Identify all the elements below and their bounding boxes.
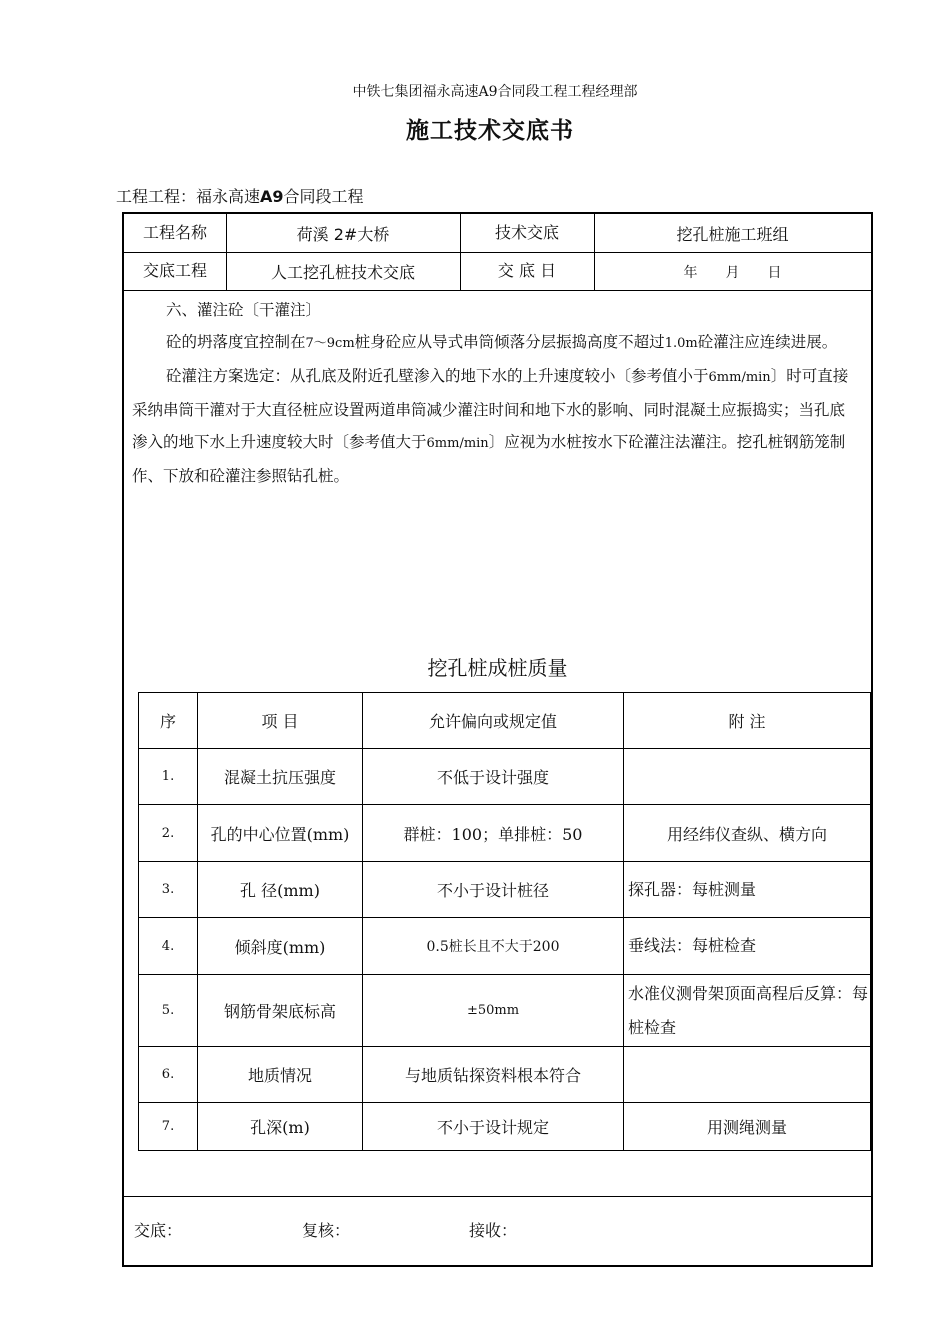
- note-cell: 用测绳测量: [624, 1103, 871, 1151]
- handover-label: 交底：: [134, 1221, 183, 1240]
- item-cell: 孔的中心位置(mm): [198, 805, 363, 862]
- content-heading: 六、灌注砼〔干灌注〕: [166, 301, 322, 319]
- row-number: 4.: [139, 918, 198, 975]
- item-cell: 钢筋骨架底标高: [198, 975, 363, 1047]
- note-cell: [624, 749, 871, 805]
- header-cell: 附 注: [624, 693, 871, 749]
- value-cell: 不小于设计规定: [363, 1103, 624, 1151]
- header-cell: 允许偏向或规定值: [363, 693, 624, 749]
- label-project-name: 工程名称: [142, 223, 207, 242]
- signature-divider: [124, 1196, 871, 1197]
- value-cell: 群桩：100；单排桩：50: [363, 805, 624, 862]
- row-number: 7.: [139, 1103, 198, 1151]
- table-header-row: [139, 693, 871, 749]
- row-number: 1.: [139, 749, 198, 805]
- disclosure-form: [122, 212, 873, 1267]
- document-title: 施工技术交底书: [406, 118, 574, 144]
- header-cell: 项 目: [198, 693, 363, 749]
- project-line: [116, 184, 364, 207]
- value-cell: 0.5桩长且不大于200: [363, 918, 624, 975]
- value-cell: 不低于设计强度: [363, 749, 624, 805]
- item-cell: 地质情况: [198, 1047, 363, 1103]
- table-row: [139, 1103, 871, 1151]
- value-project-name: 荷溪 2#大桥: [296, 225, 390, 244]
- value-disclosure-project: 人工挖孔桩技术交底: [270, 263, 415, 282]
- label-tech-disclosure: 技术交底: [494, 223, 559, 242]
- quality-table: [138, 692, 871, 1151]
- table-row: [139, 1047, 871, 1103]
- paragraph-1: 砼的坍落度宜控制在7～9cm桩身砼应从导式串筒倾落分层振捣高度不超过1.0m砼灌注应连续进展。: [166, 333, 838, 351]
- note-cell: 探孔器：每桩测量: [624, 862, 871, 918]
- item-cell: 倾斜度(mm): [198, 918, 363, 975]
- note-cell: 水准仪测骨架顶面高程后反算：每桩检查: [624, 975, 871, 1047]
- receive-label: 接收：: [469, 1221, 518, 1240]
- label-disclosure-project: 交底工程: [142, 261, 207, 280]
- item-cell: 混凝土抗压强度: [198, 749, 363, 805]
- table-row: [139, 918, 871, 975]
- row-number: 6.: [139, 1047, 198, 1103]
- value-team: 挖孔桩施工班组: [676, 225, 789, 244]
- table-row: [139, 749, 871, 805]
- value-date: 年 月 日: [683, 265, 782, 281]
- label-disclosure-date: 交 底 日: [497, 261, 557, 280]
- project-label: 工程工程：福永高速: [116, 187, 261, 206]
- project-bold: A9: [260, 187, 284, 206]
- table-row: [139, 805, 871, 862]
- value-cell: ±50mm: [363, 975, 624, 1047]
- row-number: 2.: [139, 805, 198, 862]
- organization-header: 中铁七集团福永高速A9合同段工程工程经理部: [352, 84, 638, 100]
- review-label: 复核：: [302, 1221, 351, 1240]
- table-row: [139, 862, 871, 918]
- quality-title: 挖孔桩成桩质量: [427, 656, 568, 680]
- value-cell: 不小于设计桩径: [363, 862, 624, 918]
- value-cell: 与地质钻探资料根本符合: [363, 1047, 624, 1103]
- header-cell: 序: [139, 693, 198, 749]
- project-rest: 合同段工程: [283, 187, 364, 206]
- content-body: [132, 296, 852, 492]
- item-cell: 孔 径(mm): [198, 862, 363, 918]
- note-cell: 垂线法：每桩检查: [624, 918, 871, 975]
- paragraph-2: 砼灌注方案选定：从孔底及附近孔壁渗入的地下水的上升速度较小〔参考值小于6mm/min〕时可直接采纳串筒干灌对于大直径桩应设置两道串筒减少灌注时间和地下水的影响、同时混凝土应振捣实；当孔底渗入的地下水上升速度较大时〔参考值大于6mm/min〕应视为水桩按水下砼灌注法灌注。挖孔桩钢筋笼制作、下放和砼灌注参照钻孔桩。: [132, 367, 849, 485]
- row-number: 3.: [139, 862, 198, 918]
- item-cell: 孔深(m): [198, 1103, 363, 1151]
- table-row: [139, 975, 871, 1047]
- row-number: 5.: [139, 975, 198, 1047]
- note-cell: [624, 1047, 871, 1103]
- note-cell: 用经纬仪查纵、横方向: [624, 805, 871, 862]
